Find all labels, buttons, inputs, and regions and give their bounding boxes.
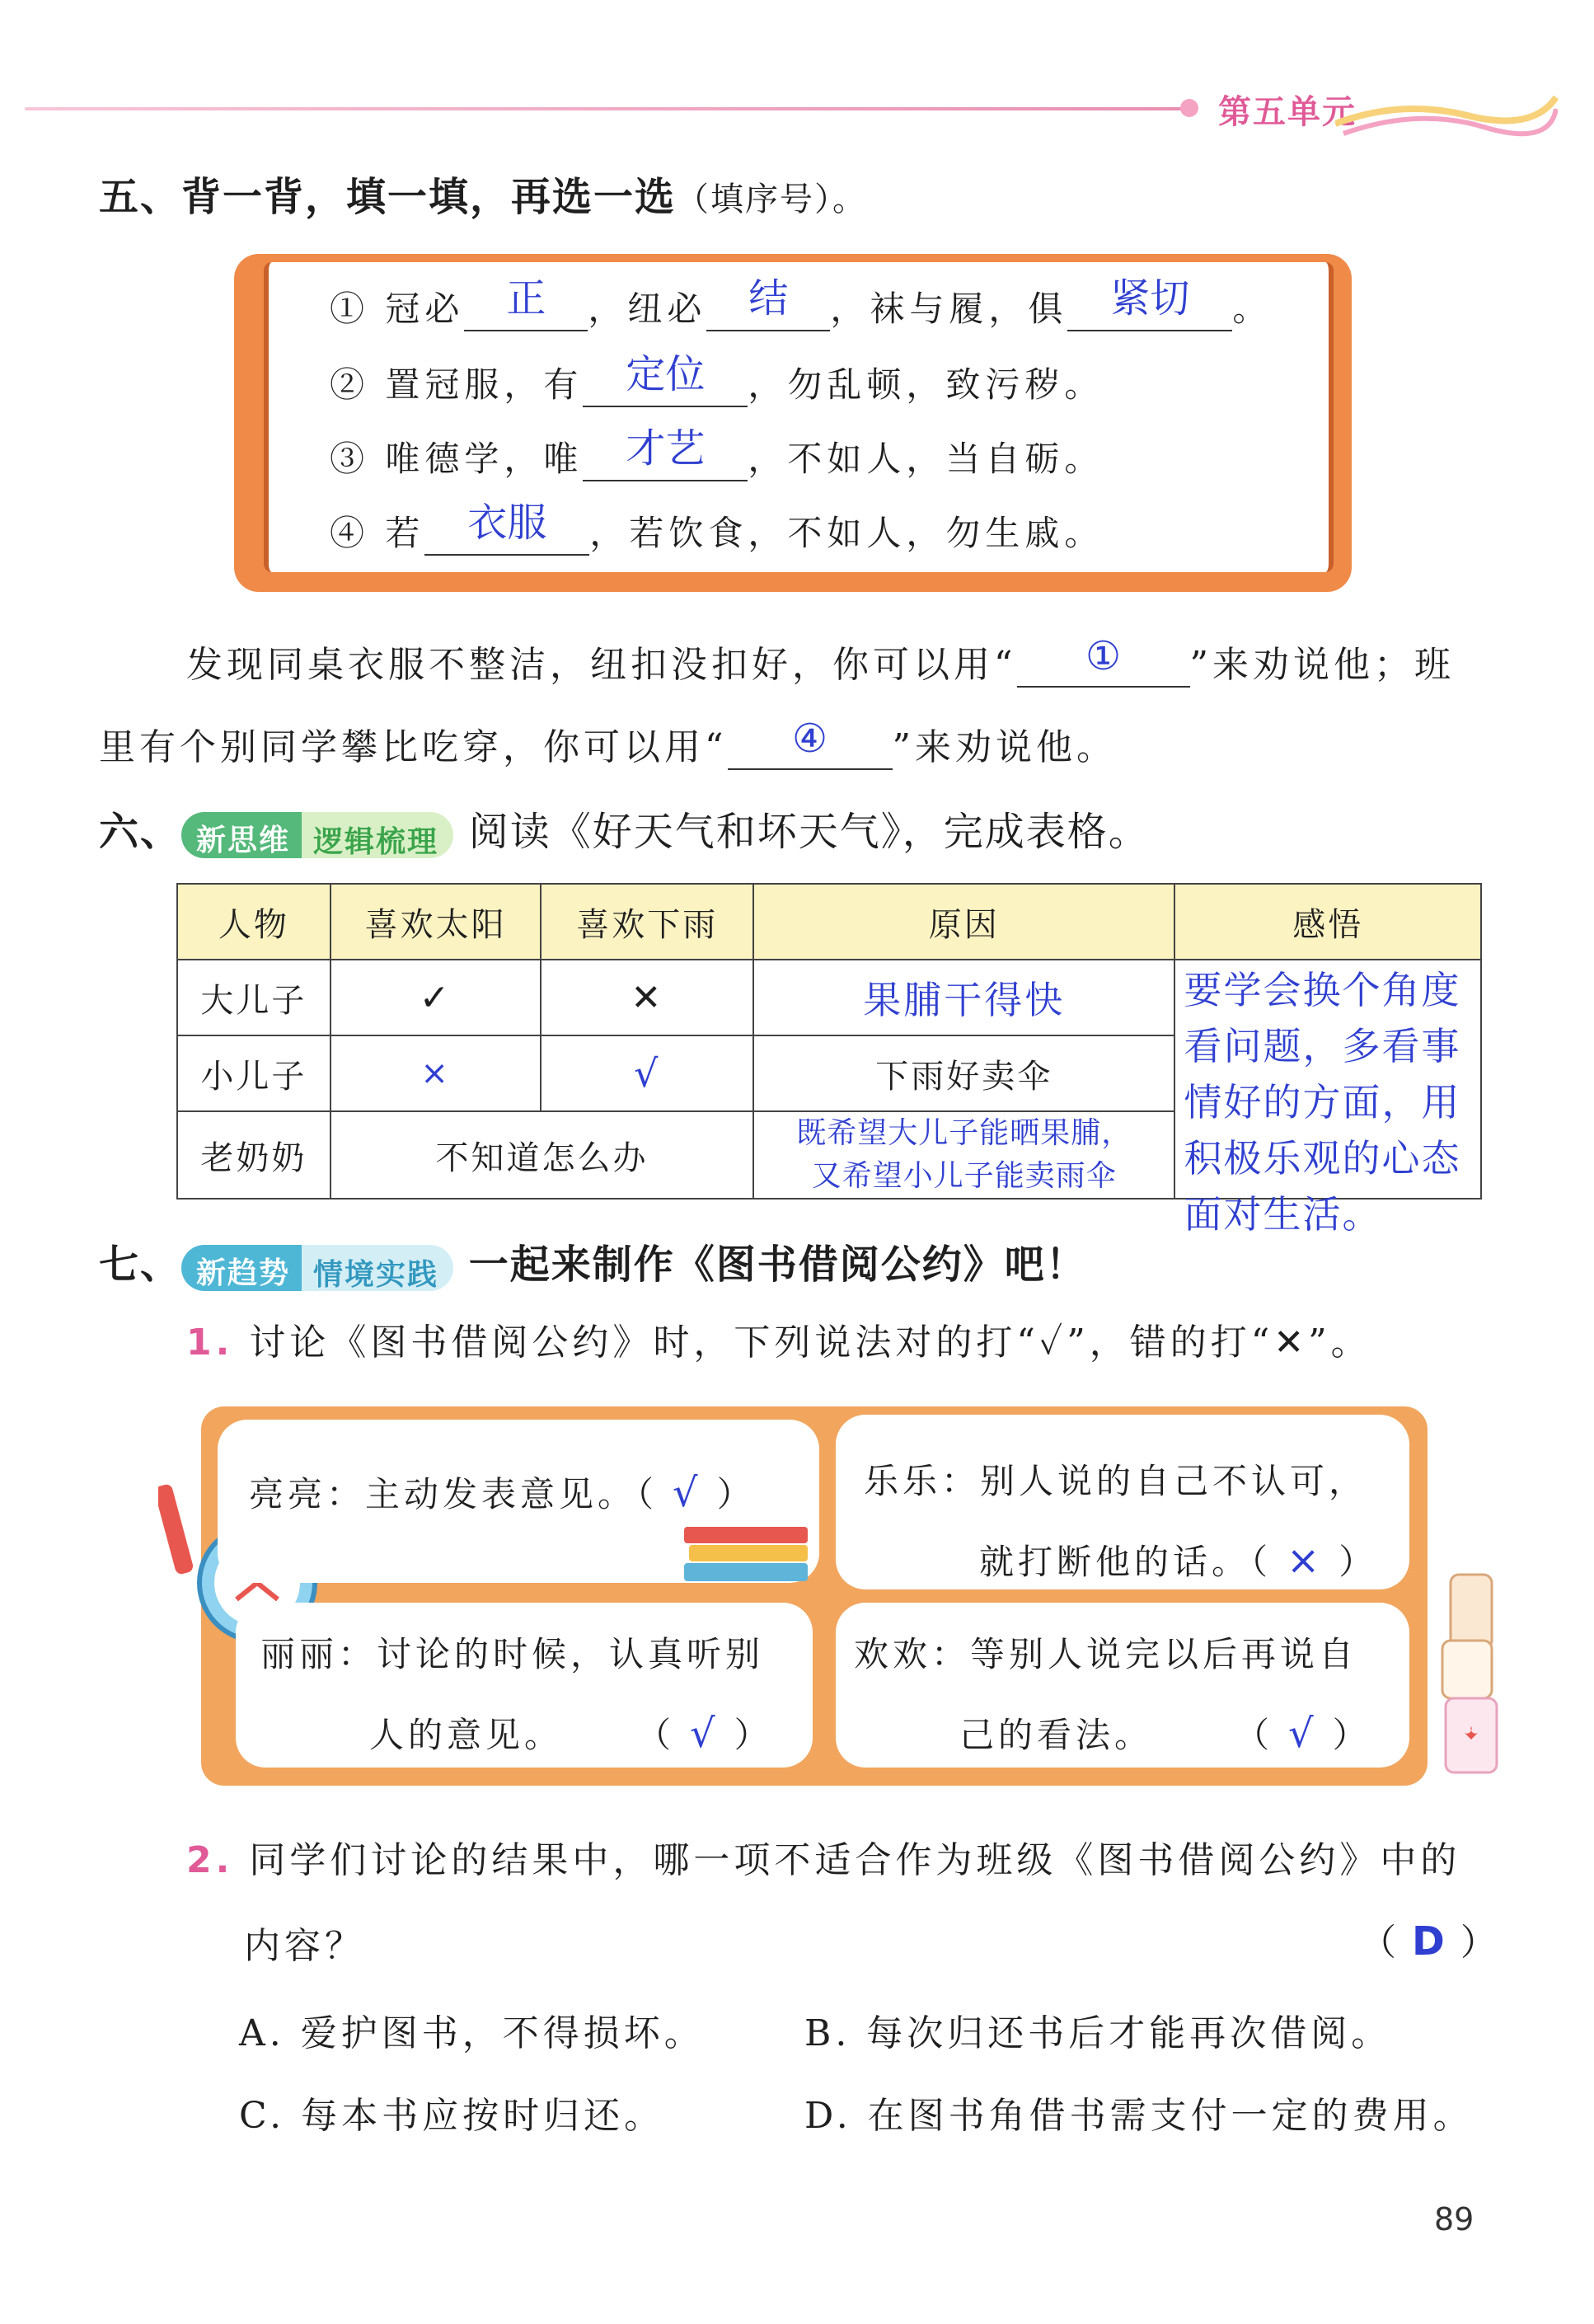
header-dot [1180, 99, 1198, 117]
option-d[interactable]: D. 在图书角借书需支付一定的费用。 [804, 2095, 1474, 2137]
option-a[interactable]: A. 爱护图书，不得损坏。 [239, 2012, 705, 2054]
insight-line: 面对生活。 [1184, 1192, 1382, 1237]
option-c[interactable]: C. 每本书应按时归还。 [239, 2095, 665, 2137]
panel-lele [836, 1415, 1409, 1589]
panel-text: （ [654, 1715, 676, 1755]
verse-answer: 紧切 [1110, 275, 1190, 322]
panel-text: 欢欢：等别人说完以后再说自 [854, 1634, 1358, 1674]
badge-secondary: 情境实践 [302, 1245, 453, 1291]
panel-text: ） [734, 1715, 773, 1755]
panel-huanhuan [836, 1603, 1409, 1768]
verse-text: ，纽必 [588, 289, 707, 329]
verse-text: ，不如人，当自砺。 [748, 439, 1104, 479]
section5-title-note: （填序号）。 [676, 181, 868, 218]
verse-blank[interactable] [706, 275, 830, 331]
verse-line-3 [330, 425, 1104, 481]
reason-line: 既希望大儿子能晒果脯， [796, 1116, 1132, 1150]
panel-text: ） [716, 1474, 756, 1514]
q2-line1 [186, 1830, 1460, 1883]
verse-line-4 [330, 500, 1104, 556]
question-blank[interactable] [728, 716, 893, 770]
verse-text: 唯德学，唯 [385, 439, 584, 479]
q2-text: 内容？ [244, 1925, 365, 1967]
question-text: ”来劝说他；班 [1189, 644, 1455, 686]
section6-prefix: 六、 [99, 809, 182, 855]
person-cell: 大儿子 [177, 960, 331, 1035]
insight-line: 要学会换个角度 [1184, 968, 1461, 1012]
section7-prefix: 七、 [99, 1242, 182, 1288]
books-stack-icon [681, 1520, 813, 1586]
insight-line: 看问题，多看事 [1184, 1024, 1461, 1068]
judgement-answer[interactable]: √ [690, 1711, 720, 1757]
header-rule [25, 107, 1195, 110]
person-cell: 老奶奶 [177, 1111, 331, 1199]
verse-number: ② [330, 364, 370, 405]
verse-text: 。 [1232, 289, 1273, 329]
col-header: 感悟 [1174, 884, 1481, 960]
col-header: 喜欢下雨 [541, 884, 753, 960]
verse-answer: 正 [506, 275, 546, 322]
panel-text: （ [1252, 1715, 1274, 1755]
paren-close: ） [1460, 1922, 1501, 1964]
unit-title: 第五单元 [1218, 93, 1357, 131]
question-text: ”来劝说他。 [892, 726, 1117, 768]
story-table [176, 883, 1482, 1237]
col-header: 喜欢太阳 [331, 884, 541, 960]
sun-cell[interactable]: ✓ [331, 960, 541, 1035]
q1 [186, 1312, 1371, 1365]
person-cell: 小儿子 [177, 1035, 331, 1111]
option-b[interactable]: B. 每次归还书后才能再次借阅。 [804, 2012, 1392, 2054]
col-header: 人物 [177, 884, 331, 960]
scroll-rolls-icon [1434, 1566, 1508, 1781]
reason-cell[interactable] [753, 1111, 1174, 1199]
judgement-answer[interactable]: √ [1288, 1711, 1318, 1757]
verse-blank[interactable] [464, 275, 588, 331]
reason-line: 又希望小儿子能卖雨伞 [811, 1159, 1117, 1193]
verse-blank[interactable] [424, 500, 589, 556]
sun-cell[interactable]: × [331, 1035, 541, 1111]
question-text: 里有个别同学攀比吃穿，你可以用“ [99, 726, 728, 768]
reason-cell: 下雨好卖伞 [753, 1035, 1174, 1111]
judgement-answer[interactable]: √ [673, 1470, 702, 1516]
verse-blank[interactable] [583, 351, 748, 407]
verse-answer: 才艺 [626, 425, 706, 472]
header-swoosh-decoration [1335, 91, 1558, 140]
new-trend-badge [181, 1245, 453, 1291]
verse-number: ③ [330, 439, 370, 479]
rain-cell[interactable]: √ [541, 1035, 753, 1111]
verse-text: ，若饮食，不如人，勿生戚。 [589, 513, 1104, 553]
section7-title [99, 1232, 1087, 1291]
q2-line2 [244, 1916, 365, 1969]
badge-primary: 新趋势 [181, 1245, 302, 1291]
section5-title-text: 五、背一背，填一填，再选一选 [99, 174, 677, 220]
reason-cell[interactable]: 果脯干得快 [753, 960, 1174, 1035]
panel-text: 乐乐：别人说的自己不认可， [864, 1461, 1368, 1501]
verse-text: ，袜与履，俱 [830, 289, 1068, 329]
verse-number: ① [330, 289, 370, 329]
table-row [177, 960, 1481, 1035]
verse-number: ④ [330, 513, 370, 553]
col-header: 原因 [753, 884, 1174, 960]
section5-question-line1 [186, 635, 1455, 688]
section5-title [99, 165, 867, 222]
q2-answer[interactable]: D [1412, 1918, 1449, 1965]
section7-title-text: 一起来制作《图书借阅公约》吧！ [468, 1242, 1087, 1288]
page-number: 89 [1434, 2201, 1474, 2237]
verse-text: ，勿乱顿，致污秽。 [748, 364, 1104, 405]
insight-line: 积极乐观的心态 [1184, 1136, 1461, 1181]
section6-title-text: 阅读《好天气和坏天气》，完成表格。 [468, 809, 1150, 855]
question-answer: ④ [791, 716, 828, 762]
q2-answer-paren [1360, 1913, 1501, 1965]
panel-text: 就打断他的话。（ [979, 1542, 1273, 1582]
badge-secondary: 逻辑梳理 [302, 812, 453, 858]
judgement-answer[interactable]: × [1287, 1538, 1324, 1584]
q2-text: 同学们讨论的结果中，哪一项不适合作为班级《图书借阅公约》中的 [249, 1839, 1461, 1881]
verse-text: 冠必 [385, 289, 465, 329]
new-thinking-badge [181, 812, 453, 858]
q1-number: 1. [186, 1322, 234, 1364]
paren-open: （ [1360, 1922, 1400, 1964]
section6-title [99, 800, 1150, 858]
verse-text: 若 [385, 513, 425, 553]
verse-blank[interactable] [583, 425, 748, 481]
uncertain-cell: 不知道怎么办 [331, 1111, 753, 1199]
insight-line: 情好的方面，用 [1184, 1080, 1461, 1124]
panel-lili [236, 1603, 813, 1768]
panel-text: 丽丽：讨论的时候，认真听别 [260, 1634, 765, 1674]
verse-blank[interactable] [1067, 275, 1232, 331]
insight-cell[interactable] [1174, 960, 1481, 1237]
verse-answer: 定位 [626, 351, 706, 397]
badge-primary: 新思维 [181, 812, 302, 858]
q1-text: 讨论《图书借阅公约》时，下列说法对的打“✓”，错的打“✕”。 [249, 1322, 1371, 1364]
verse-line-1 [330, 275, 1273, 331]
verse-answer: 衣服 [467, 500, 547, 546]
rain-cell[interactable]: ✕ [541, 960, 753, 1035]
verse-answer: 结 [748, 275, 789, 322]
panel-text: ） [1332, 1715, 1371, 1755]
q2-number: 2. [186, 1839, 234, 1881]
panel-text: 亮亮：主动发表意见。（ [249, 1474, 659, 1514]
question-blank[interactable] [1017, 633, 1190, 688]
verse-text: 置冠服，有 [385, 364, 584, 405]
panel-text: ） [1338, 1542, 1378, 1582]
section5-question-line2 [99, 717, 1117, 770]
verse-line-2 [330, 351, 1104, 407]
panel-text: 人的意见。 [369, 1715, 564, 1755]
question-text: 发现同桌衣服不整洁，纽扣没扣好，你可以用“ [186, 644, 1017, 686]
question-answer: ① [1085, 633, 1122, 679]
panel-text: 己的看法。 [959, 1715, 1154, 1755]
